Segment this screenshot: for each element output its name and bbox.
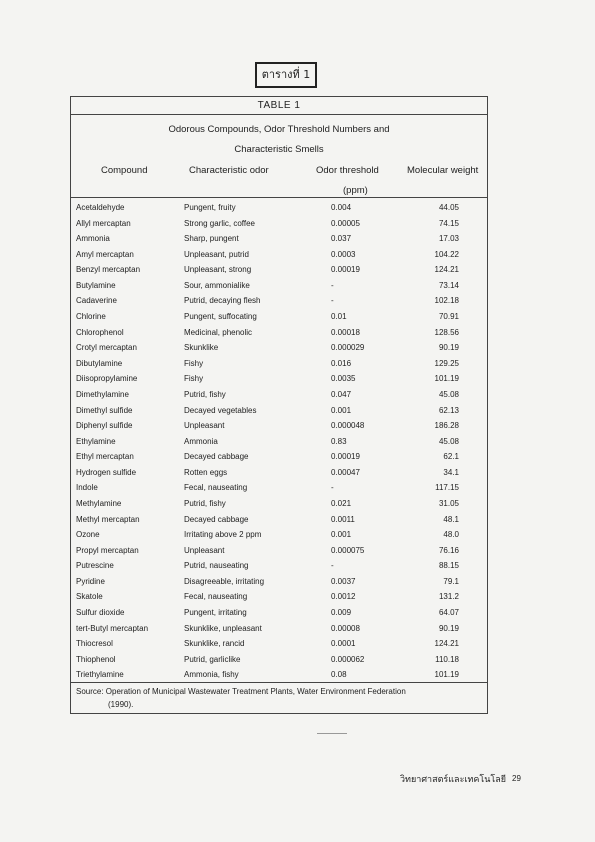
compound-cell: Cadaverine <box>76 296 117 306</box>
odor-cell: Decayed vegetables <box>184 405 257 415</box>
scan-mark <box>317 733 347 734</box>
threshold-cell: 0.021 <box>331 498 352 508</box>
compound-cell: Diisopropylamine <box>76 374 138 384</box>
odor-cell: Putrid, decaying flesh <box>184 296 261 306</box>
molecular-weight-cell: 101.19 <box>434 374 459 384</box>
table-row <box>71 418 487 434</box>
odor-cell: Unpleasant <box>184 545 225 555</box>
odor-cell: Unpleasant, putrid <box>184 249 249 259</box>
source-line-1: Source: Operation of Municipal Wastewater Treatment Plants, Water Environment Federation <box>76 687 406 696</box>
odor-cell: Ammonia <box>184 436 218 446</box>
table-row <box>71 480 487 496</box>
threshold-cell: 0.0037 <box>331 576 356 586</box>
table-row <box>71 449 487 465</box>
compound-cell: Methylamine <box>76 498 122 508</box>
molecular-weight-cell: 88.15 <box>438 561 459 571</box>
compound-cell: Methyl mercaptan <box>76 514 140 524</box>
threshold-cell: 0.0012 <box>331 592 356 602</box>
table-row <box>71 309 487 325</box>
odor-cell: Putrid, fishy <box>184 389 226 399</box>
odor-cell: Strong garlic, coffee <box>184 218 256 228</box>
caption-line-2: Characteristic Smells <box>234 144 324 155</box>
table-row <box>71 231 487 247</box>
molecular-weight-cell: 90.19 <box>438 623 459 633</box>
compound-cell: Benzyl mercaptan <box>76 265 141 275</box>
table-row <box>71 200 487 216</box>
table-row <box>71 512 487 528</box>
compound-cell: Crotyl mercaptan <box>76 343 137 353</box>
title-divider <box>71 114 487 115</box>
compound-cell: Triethylamine <box>76 670 124 680</box>
threshold-cell: 0.0001 <box>331 639 356 649</box>
table-row <box>71 558 487 574</box>
compound-cell: Dimethyl sulfide <box>76 405 133 415</box>
threshold-cell: 0.000048 <box>331 421 365 431</box>
molecular-weight-cell: 124.21 <box>434 639 459 649</box>
odor-cell: Sour, ammonialike <box>184 280 250 290</box>
compound-cell: Pyridine <box>76 576 105 586</box>
odor-cell: Skunklike, rancid <box>184 639 245 649</box>
molecular-weight-cell: 128.56 <box>434 327 459 337</box>
molecular-weight-cell: 131.2 <box>438 592 459 602</box>
odor-table <box>70 96 488 714</box>
table-row <box>71 621 487 637</box>
journal-name: วิทยาศาสตร์และเทคโนโลยี <box>400 775 507 785</box>
table-row <box>71 605 487 621</box>
table-row <box>71 262 487 278</box>
molecular-weight-cell: 90.19 <box>438 343 459 353</box>
source-line-2: (1990). <box>108 700 134 709</box>
compound-cell: Ethylamine <box>76 436 116 446</box>
threshold-cell: 0.00019 <box>331 265 360 275</box>
threshold-cell: 0.009 <box>331 608 352 618</box>
molecular-weight-cell: 45.08 <box>438 436 459 446</box>
molecular-weight-cell: 76.16 <box>438 545 459 555</box>
molecular-weight-cell: 45.08 <box>438 389 459 399</box>
threshold-cell: 0.00005 <box>331 218 360 228</box>
threshold-cell: 0.00019 <box>331 452 360 462</box>
threshold-cell: 0.037 <box>331 234 352 244</box>
molecular-weight-cell: 104.22 <box>434 249 459 259</box>
compound-cell: tert-Butyl mercaptan <box>76 623 149 633</box>
molecular-weight-cell: 62.1 <box>443 452 459 462</box>
odor-cell: Unpleasant, strong <box>184 265 252 275</box>
molecular-weight-cell: 70.91 <box>438 312 459 322</box>
table-body <box>71 200 487 683</box>
table-caption <box>71 120 487 160</box>
threshold-cell: 0.016 <box>331 358 352 368</box>
molecular-weight-cell: 48.1 <box>443 514 459 524</box>
odor-cell: Skunklike, unpleasant <box>184 623 262 633</box>
compound-cell: Skatole <box>76 592 103 602</box>
compound-cell: Putrescine <box>76 561 114 571</box>
threshold-cell: - <box>331 483 334 493</box>
footer-divider <box>71 682 487 683</box>
molecular-weight-cell: 48.0 <box>443 530 459 540</box>
odor-cell: Pungent, suffocating <box>184 312 257 322</box>
compound-cell: Thiocresol <box>76 639 113 649</box>
header-molecular-weight: Molecular weight <box>407 165 479 176</box>
threshold-cell: 0.83 <box>331 436 347 446</box>
molecular-weight-cell: 64.07 <box>438 608 459 618</box>
odor-cell: Fishy <box>184 374 204 384</box>
table-row <box>71 278 487 294</box>
odor-cell: Unpleasant <box>184 421 225 431</box>
odor-cell: Putrid, nauseating <box>184 561 249 571</box>
molecular-weight-cell: 186.28 <box>434 421 459 431</box>
threshold-cell: 0.000029 <box>331 343 365 353</box>
molecular-weight-cell: 74.15 <box>438 218 459 228</box>
molecular-weight-cell: 31.05 <box>438 498 459 508</box>
threshold-cell: - <box>331 280 334 290</box>
odor-cell: Rotten eggs <box>184 467 228 477</box>
header-odor: Characteristic odor <box>189 165 269 176</box>
threshold-cell: 0.00008 <box>331 623 360 633</box>
table-row <box>71 574 487 590</box>
odor-cell: Disagreeable, irritating <box>184 576 265 586</box>
table-row <box>71 293 487 309</box>
threshold-cell: 0.000062 <box>331 654 365 664</box>
table-row <box>71 356 487 372</box>
odor-cell: Fishy <box>184 358 204 368</box>
compound-cell: Indole <box>76 483 98 493</box>
compound-cell: Sulfur dioxide <box>76 608 125 618</box>
table-row <box>71 543 487 559</box>
compound-cell: Thiophenol <box>76 654 116 664</box>
molecular-weight-cell: 124.21 <box>434 265 459 275</box>
caption-line-1: Odorous Compounds, Odor Threshold Numbers and <box>168 124 390 135</box>
odor-cell: Putrid, garliclike <box>184 654 241 664</box>
odor-cell: Pungent, irritating <box>184 608 247 618</box>
compound-cell: Ozone <box>76 530 100 540</box>
threshold-cell: 0.047 <box>331 389 352 399</box>
compound-cell: Butylamine <box>76 280 116 290</box>
table-row <box>71 589 487 605</box>
threshold-cell: - <box>331 296 334 306</box>
compound-cell: Ethyl mercaptan <box>76 452 134 462</box>
odor-cell: Irritating above 2 ppm <box>184 530 262 540</box>
threshold-cell: 0.01 <box>331 312 347 322</box>
header-divider <box>71 197 487 198</box>
molecular-weight-cell: 73.14 <box>438 280 459 290</box>
table-source <box>76 685 479 711</box>
threshold-cell: 0.0003 <box>331 249 356 259</box>
compound-cell: Allyl mercaptan <box>76 218 131 228</box>
molecular-weight-cell: 110.18 <box>435 654 459 664</box>
odor-cell: Fecal, nauseating <box>184 592 248 602</box>
threshold-cell: 0.001 <box>331 405 352 415</box>
compound-cell: Acetaldehyde <box>76 203 125 212</box>
molecular-weight-cell: 17.03 <box>438 234 459 244</box>
table-row <box>71 465 487 481</box>
table-row <box>71 403 487 419</box>
table-row <box>71 371 487 387</box>
table-row <box>71 216 487 232</box>
threshold-cell: - <box>331 561 334 571</box>
table-row <box>71 527 487 543</box>
page-number: 29 <box>512 774 521 783</box>
table-row <box>71 636 487 652</box>
header-threshold: Odor threshold <box>316 165 379 176</box>
odor-cell: Fecal, nauseating <box>184 483 248 493</box>
threshold-cell: 0.00047 <box>331 467 360 477</box>
threshold-cell: 0.004 <box>331 203 352 212</box>
table-row <box>71 434 487 450</box>
molecular-weight-cell: 79.1 <box>443 576 459 586</box>
molecular-weight-cell: 117.15 <box>435 483 459 493</box>
threshold-cell: 0.00018 <box>331 327 360 337</box>
table-row <box>71 496 487 512</box>
compound-cell: Amyl mercaptan <box>76 249 134 259</box>
table-row <box>71 247 487 263</box>
compound-cell: Chlorine <box>76 312 106 322</box>
molecular-weight-cell: 102.18 <box>434 296 459 306</box>
table-row <box>71 325 487 341</box>
compound-cell: Chlorophenol <box>76 327 124 337</box>
odor-cell: Skunklike <box>184 343 219 353</box>
table-row <box>71 652 487 668</box>
odor-cell: Sharp, pungent <box>184 234 239 244</box>
molecular-weight-cell: 34.1 <box>443 467 459 477</box>
molecular-weight-cell: 129.25 <box>434 358 459 368</box>
table-number-label: ตารางที่ 1 <box>255 62 317 88</box>
threshold-cell: 0.0035 <box>331 374 356 384</box>
molecular-weight-cell: 62.13 <box>438 405 459 415</box>
odor-cell: Decayed cabbage <box>184 452 249 462</box>
compound-cell: Dimethylamine <box>76 389 129 399</box>
table-row <box>71 667 487 683</box>
compound-cell: Diphenyl sulfide <box>76 421 133 431</box>
odor-cell: Pungent, fruity <box>184 203 236 212</box>
header-compound: Compound <box>101 165 148 176</box>
table-row <box>71 340 487 356</box>
threshold-cell: 0.08 <box>331 670 347 680</box>
compound-cell: Ammonia <box>76 234 110 244</box>
odor-cell: Decayed cabbage <box>184 514 249 524</box>
compound-cell: Propyl mercaptan <box>76 545 139 555</box>
threshold-cell: 0.0011 <box>331 514 355 524</box>
odor-cell: Ammonia, fishy <box>184 670 239 680</box>
compound-cell: Dibutylamine <box>76 358 123 368</box>
table-row <box>71 387 487 403</box>
odor-cell: Putrid, fishy <box>184 498 226 508</box>
molecular-weight-cell: 101.19 <box>434 670 459 680</box>
compound-cell: Hydrogen sulfide <box>76 467 137 477</box>
molecular-weight-cell: 44.05 <box>438 203 459 212</box>
table-title: TABLE 1 <box>257 100 301 111</box>
odor-cell: Medicinal, phenolic <box>184 327 253 337</box>
header-threshold-unit: (ppm) <box>343 185 368 196</box>
threshold-cell: 0.000075 <box>331 545 365 555</box>
threshold-cell: 0.001 <box>331 530 352 540</box>
